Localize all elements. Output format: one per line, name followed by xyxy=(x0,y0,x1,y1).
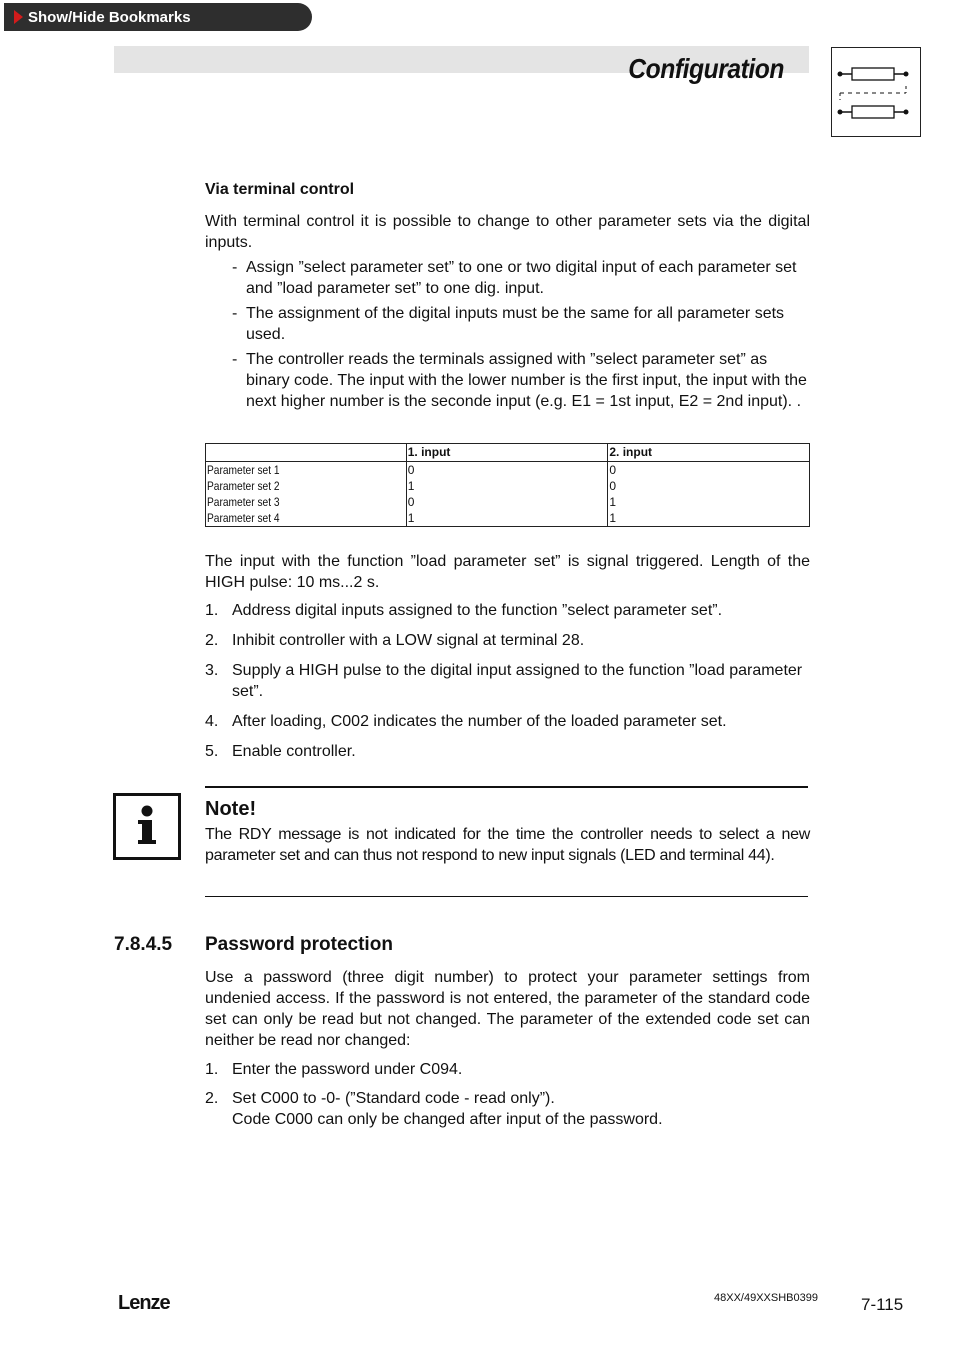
table-header xyxy=(206,444,407,462)
terminal-bullet-list xyxy=(232,257,810,416)
table-cell: 0 xyxy=(406,462,608,479)
list-item: - Assign ”select parameter set” to one or two digital input of each parameter set and ”load parameter set” to one dig. input. xyxy=(232,259,797,297)
table-cell: Parameter set 3 xyxy=(207,495,280,509)
note-bottom-divider xyxy=(205,896,808,897)
note-text: The RDY message is not indicated for the time the controller needs to select a new parameter set and can thus not respond to new input signals (LED and terminal 44). xyxy=(205,826,810,864)
table-cell: Parameter set 1 xyxy=(207,463,280,477)
show-hide-bookmarks-button[interactable] xyxy=(4,3,312,31)
table-cell: 1 xyxy=(608,510,810,527)
info-icon xyxy=(113,793,181,860)
document-reference: 48XX/49XXSHB0399 xyxy=(714,1292,818,1304)
table-cell: 0 xyxy=(406,494,608,510)
list-item: - The controller reads the terminals assigned with ”select parameter set” as binary code. The input with the lower number is the first input, the input with the next higher number is the seconde input (e.g. E1 = 1st input, E2 = 2nd input). . xyxy=(232,351,807,410)
list-item: 2. Set C000 to -0- (”Standard code - read only”). Code C000 can only be changed after input of the password. xyxy=(205,1090,663,1128)
terminal-intro: With terminal control it is possible to change to other parameter sets via the digital inputs. xyxy=(205,213,810,251)
table-header: 2. input xyxy=(608,444,810,462)
table-cell: 1 xyxy=(406,478,608,494)
load-intro: The input with the function ”load parameter set” is signal triggered. Length of the HIGH pulse: 10 ms...2 s. xyxy=(205,553,810,591)
list-item: 1. Address digital inputs assigned to the function ”select parameter set”. xyxy=(205,602,723,619)
table-cell: 0 xyxy=(608,462,810,479)
section-title: Password protection xyxy=(205,934,393,955)
list-item: 4. After loading, C002 indicates the number of the loaded parameter set. xyxy=(205,713,727,730)
load-steps-list xyxy=(205,600,810,762)
section-number: 7.8.4.5 xyxy=(114,934,173,955)
table-cell: 1 xyxy=(608,494,810,510)
table-header-row xyxy=(206,444,810,462)
triangle-right-icon xyxy=(14,10,23,24)
list-item: 3. Supply a HIGH pulse to the digital input assigned to the function ”load parameter set”. xyxy=(205,662,803,700)
table-cell: Parameter set 4 xyxy=(207,511,280,525)
table-row xyxy=(206,494,810,510)
lenze-logo: Lenze xyxy=(118,1292,170,1314)
parameter-sets-icon xyxy=(831,47,921,137)
table-row xyxy=(206,510,810,527)
list-item: 1. Enter the password under C094. xyxy=(205,1061,463,1078)
list-item: 5. Enable controller. xyxy=(205,743,356,760)
password-steps-list xyxy=(205,1059,810,1130)
list-item: - The assignment of the digital inputs must be the same for all parameter sets used. xyxy=(232,305,785,343)
table-row xyxy=(206,462,810,479)
table-cell: 1 xyxy=(406,510,608,527)
note-top-divider xyxy=(205,786,808,788)
list-item: 2. Inhibit controller with a LOW signal at terminal 28. xyxy=(205,632,585,649)
page-title: Configuration xyxy=(628,53,784,84)
table-cell: Parameter set 2 xyxy=(207,479,280,493)
page-number: 7-115 xyxy=(861,1295,904,1314)
table-header: 1. input xyxy=(406,444,608,462)
password-intro: Use a password (three digit number) to protect your parameter settings from undenied access. If the password is not entered, the parameter of the standard code set can only be read but not changed. The parameter of the extended code set can neither be read nor changed: xyxy=(205,969,810,1049)
parameter-set-table xyxy=(205,443,810,527)
terminal-heading: Via terminal control xyxy=(205,181,355,198)
note-title: Note! xyxy=(205,798,257,820)
table-cell: 0 xyxy=(608,478,810,494)
show-hide-bookmarks-label: Show/Hide Bookmarks xyxy=(28,8,191,26)
table-row xyxy=(206,478,810,494)
